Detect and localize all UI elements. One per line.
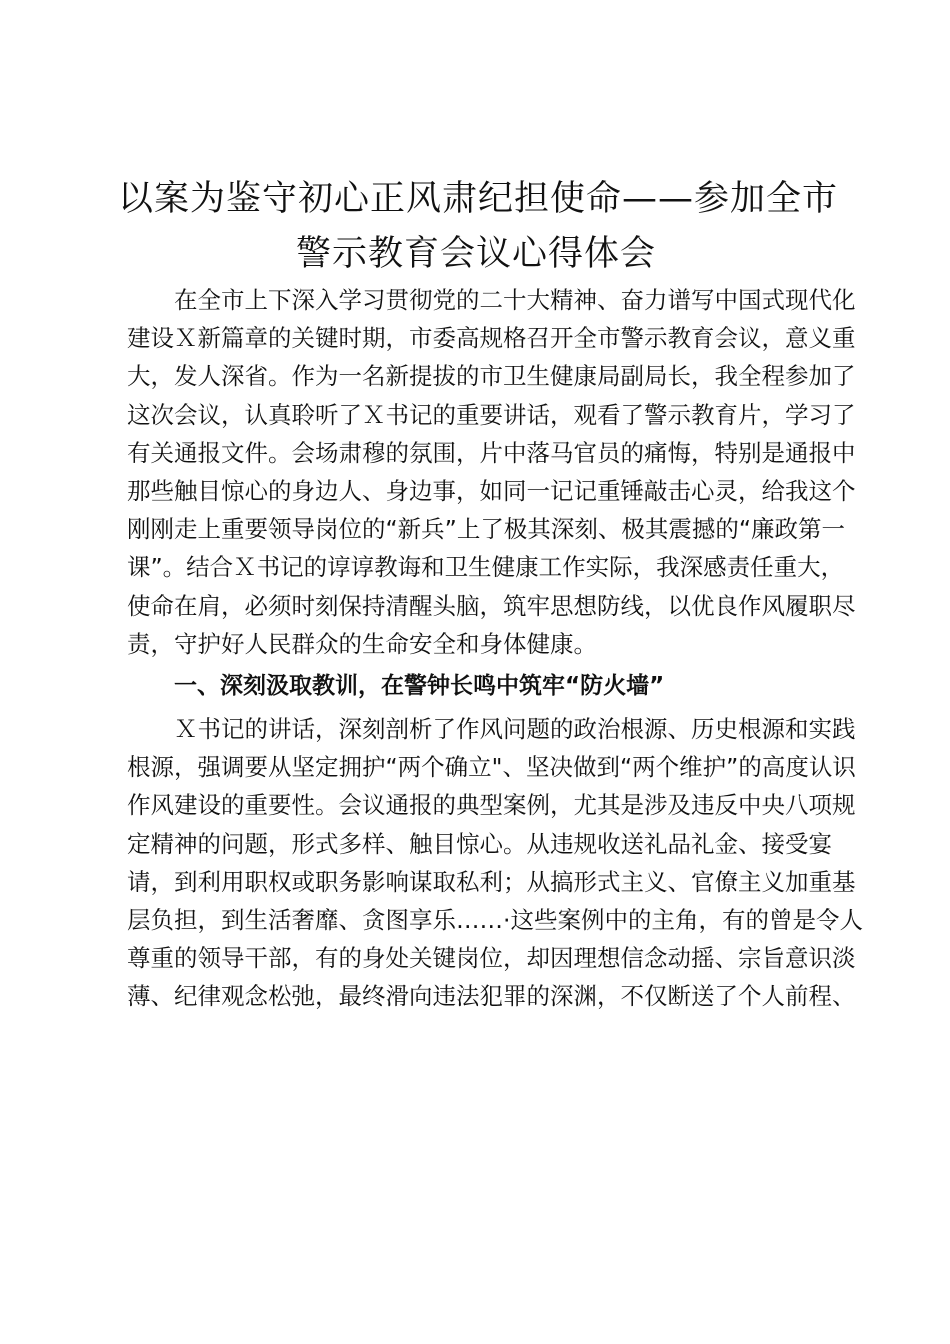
text-line: 在全市上下深入学习贯彻党的二十大精神、奋力谱写中国式现代化 [174,286,856,314]
paragraph-intro [127,281,856,663]
text-line: 责，守护好人民群众的生命安全和身体健康。 [127,629,597,658]
document-title [118,172,839,282]
section-heading: 一、深刻汲取教训，在警钟长鸣中筑牢“防火墙” [174,673,665,700]
text-line: 那些触目惊心的身边人、身边事，如同一记记重锤敲击心灵，给我这个 [127,477,856,506]
text-line: 有关通报文件。会场肃穆的氛围，片中落马官员的痛悔，特别是通报中 [127,438,856,467]
title-line: 以案为鉴守初心正风肃纪担使命——参加全市 [118,179,839,219]
text-line: 刚刚走上重要领导岗位的“新兵”上了极其深刻、极其震撼的“廉政第一 [127,515,846,544]
text-line: 定精神的问题，形式多样、触目惊心。从违规收送礼品礼金、接受宴 [127,829,832,858]
text-line: 大，发人深省。作为一名新提拔的市卫生健康局副局长，我全程参加了 [127,362,856,391]
title-line: 警示教育会议心得体会 [295,234,656,274]
paragraph-section1 [127,710,863,1016]
text-line: 尊重的领导干部，有的身处关键岗位，却因理想信念动摇、宗旨意识淡 [127,944,856,973]
text-line: 这次会议，认真聆听了Ｘ书记的重要讲话，观看了警示教育片，学习了 [127,400,856,429]
document-body [127,281,863,1016]
text-line: 使命在肩，必须时刻保持清醒头脑，筑牢思想防线，以优良作风履职尽 [127,591,856,620]
text-line: 课”。结合Ｘ书记的谆谆教诲和卫生健康工作实际，我深感责任重大， [127,553,845,582]
text-line: 建设Ｘ新篇章的关键时期，市委高规格召开全市警示教育会议，意义重 [127,324,856,353]
text-line: Ｘ书记的讲话，深刻剖析了作风问题的政治根源、历史根源和实践 [174,715,856,744]
text-line: 薄、纪律观念松弛，最终滑向违法犯罪的深渊，不仅断送了个人前程、 [127,982,856,1011]
text-line: 层负担，到生活奢靡、贪图享乐……·这些案例中的主角，有的曾是令人 [127,906,863,935]
text-line: 请，到利用职权或职务影响谋取私利；从搞形式主义、官僚主义加重基 [127,867,856,896]
text-line: 根源，强调要从坚定拥护“两个确立"、坚决做到“两个维护”的高度认识 [127,753,856,782]
text-line: 作风建设的重要性。会议通报的典型案例，尤其是涉及违反中央八项规 [127,791,856,820]
